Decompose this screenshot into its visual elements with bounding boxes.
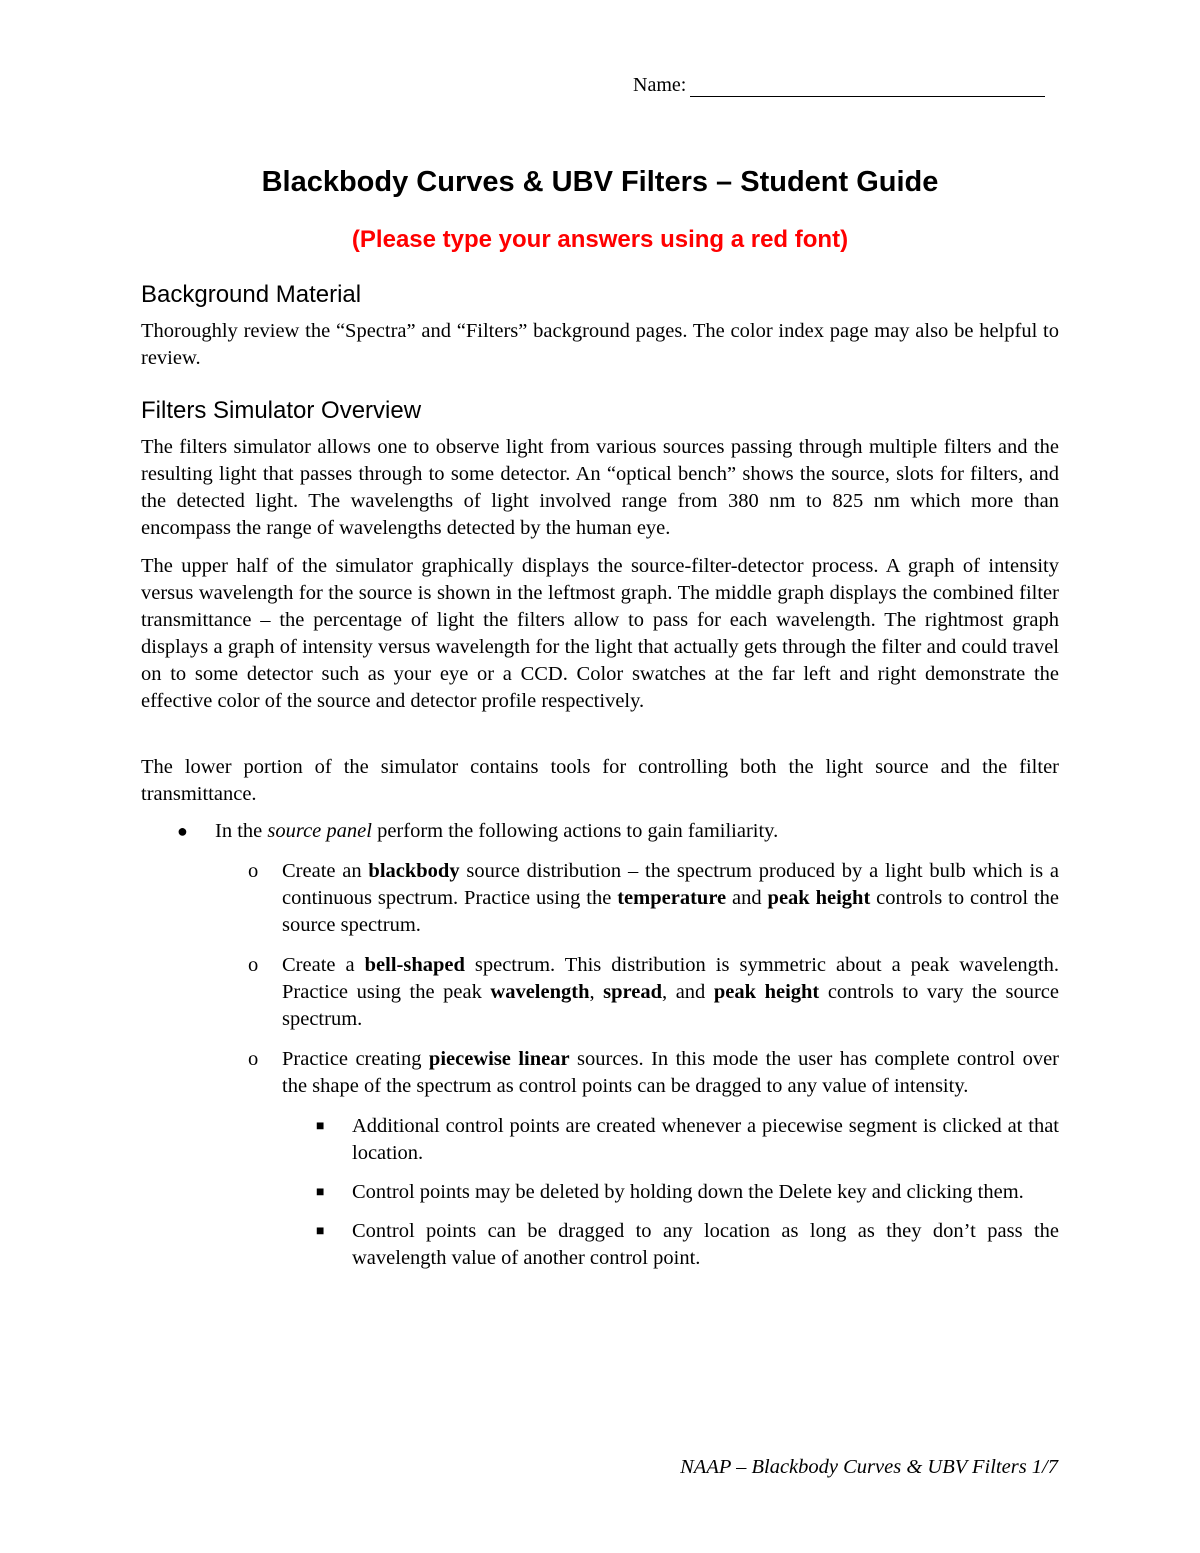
list-item-source-panel: ● In the source panel perform the following actions to gain familiarity. xyxy=(141,818,1059,845)
page-footer: NAAP – Blackbody Curves & UBV Filters 1/7 xyxy=(680,1456,1058,1478)
bullet-circle-icon: o xyxy=(248,860,259,882)
overview-paragraph-1: The filters simulator allows one to observe light from various sources passing through multiple filters and the resulting light that passes through to some detector. An “optical bench” shows the source, slots for filters, and the detected light. The wavelengths of light involved range from 380 nm to 825 nm which more than encompass the range of wavelengths detected by the human eye. xyxy=(141,436,1059,539)
background-text: Thoroughly review the “Spectra” and “Filters” background pages. The color index page may also be helpful to review. xyxy=(141,320,1059,369)
list-item-blackbody: o Create an blackbody source distribution – the spectrum produced by a light bulb which is a continuous spectrum. Practice using the temperature and peak height controls to control the source spectrum. xyxy=(248,860,1060,936)
sub-list-item: ■ Control points may be deleted by holding down the Delete key and clicking them. xyxy=(352,1179,1059,1206)
bullet-square-icon: ■ xyxy=(316,1119,325,1134)
sub-list-item: ■ Control points can be dragged to any location as long as they don’t pass the wavelength value of another control point. xyxy=(316,1220,1059,1269)
name-label: Name: xyxy=(633,74,687,96)
overview-heading: Filters Simulator Overview xyxy=(141,397,422,424)
overview-paragraph-3: The lower portion of the simulator contains tools for controlling both the light source and the filter transmittance. xyxy=(141,756,1059,805)
bullet-square-icon: ■ xyxy=(316,1224,325,1239)
name-field xyxy=(633,74,1045,97)
red-font-instruction: (Please type your answers using a red font) xyxy=(351,226,849,253)
page-title: Blackbody Curves & UBV Filters – Student Guide xyxy=(261,166,939,198)
list-item-piecewise: o Practice creating piecewise linear sources. In this mode the user has complete control over the shape of the spectrum as control points can be dragged to any value of intensity. xyxy=(248,1048,1059,1097)
list-item-bell-shaped: o Create a bell-shaped spectrum. This distribution is symmetric about a peak wavelength. Practice using the peak wavelength, spread, and peak height controls to vary the source spectrum. xyxy=(248,954,1060,1030)
bullet-circle-icon: o xyxy=(248,954,259,976)
bullet-dot-icon: ● xyxy=(177,821,188,841)
bullet-circle-icon: o xyxy=(248,1048,259,1070)
name-blank-line[interactable] xyxy=(690,78,1045,97)
sub-list-item: ■ Additional control points are created whenever a piecewise segment is clicked at that location. xyxy=(316,1115,1059,1164)
overview-paragraph-2: The upper half of the simulator graphically displays the source-filter-detector process. A graph of intensity versus wavelength for the source is shown in the leftmost graph. The middle graph displays the combined filter transmittance – the percentage of light the filters allow to pass for each wavelength. The rightmost graph displays a graph of intensity versus wavelength for the light that actually gets through the filter and could travel on to some detector such as your eye or a CCD. Color swatches at the far left and right demonstrate the effective color of the source and detector profile respectively. xyxy=(141,555,1059,712)
bullet-square-icon: ■ xyxy=(316,1185,325,1200)
instruction-list xyxy=(141,818,1059,1272)
background-heading: Background Material xyxy=(141,281,362,308)
